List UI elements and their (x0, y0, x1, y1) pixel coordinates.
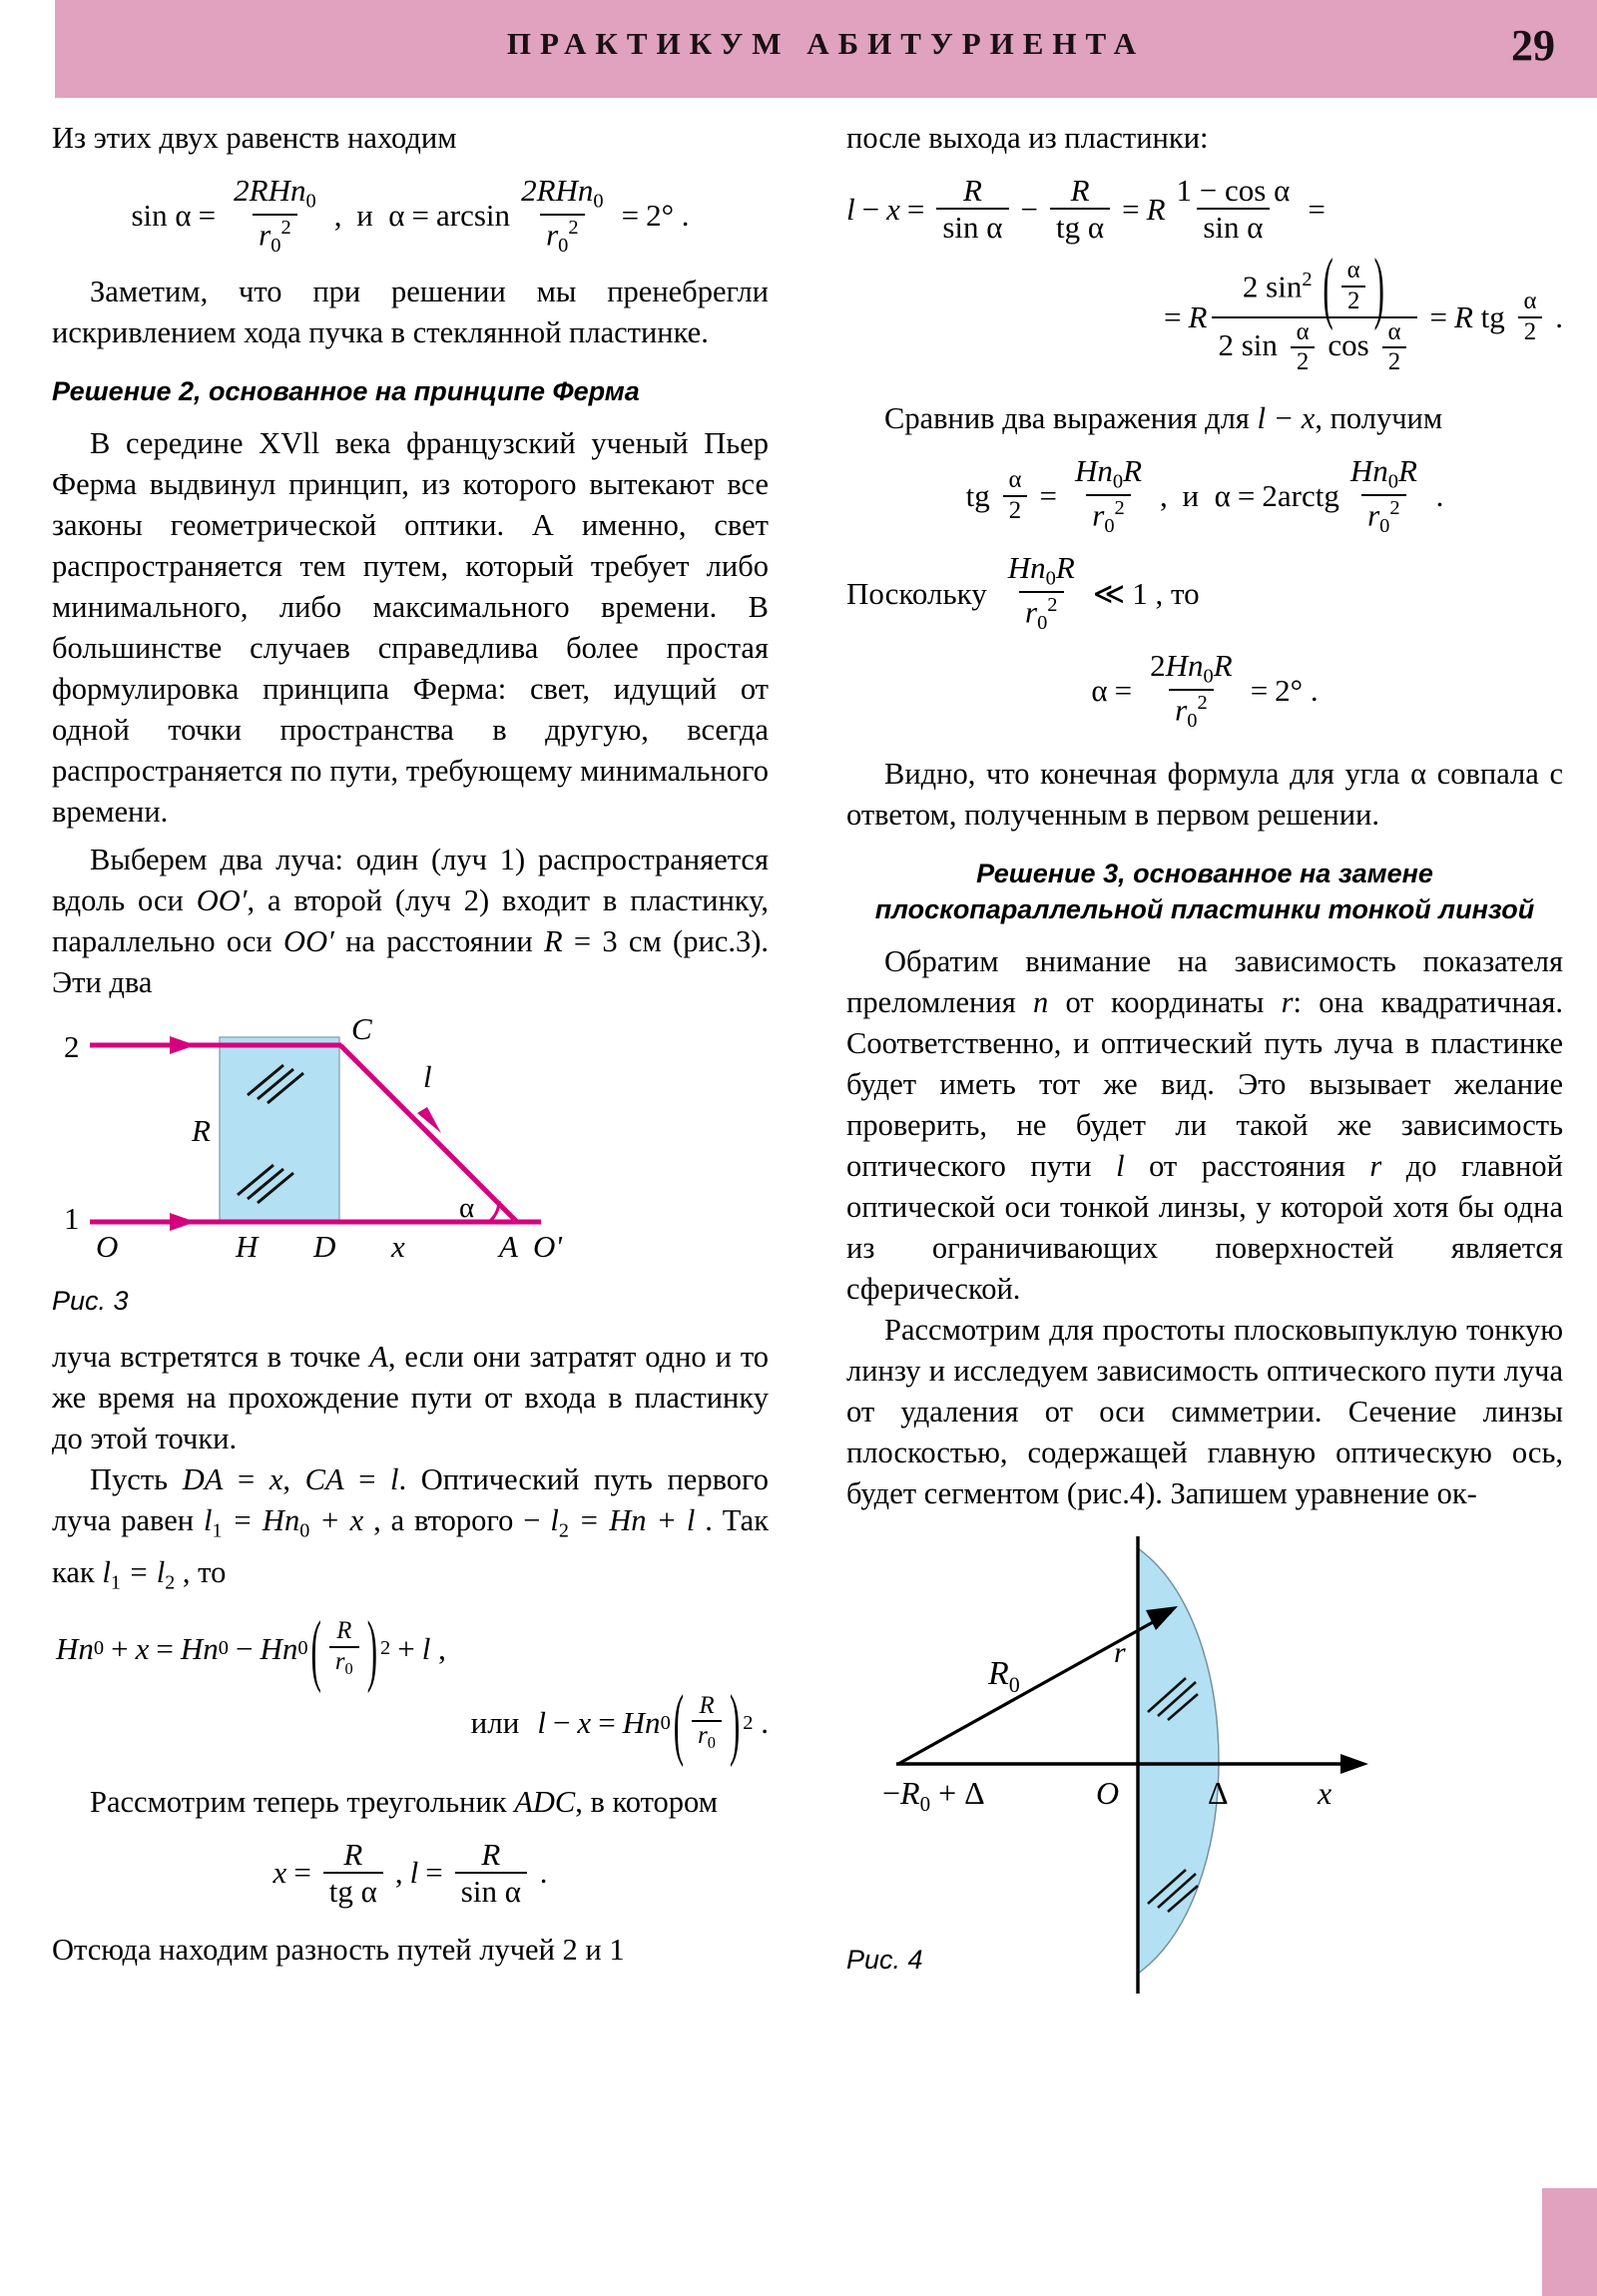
paragraph-triangle-ADC (52, 1782, 769, 1823)
x-axis-arrow (1340, 1754, 1368, 1774)
equation-l-minus-x: или l − x = Hn 0 ( $\frac{R}{r_0}$ ) 2 . (470, 1677, 769, 1769)
paragraph-intro: Из этих двух равенств находим (52, 121, 457, 155)
text-run: Обратим внимание на зависимость показателя преломления (846, 943, 1563, 1019)
left-column (52, 118, 769, 1971)
text-run: , в котором (575, 1784, 719, 1819)
heading-solution-2: Решение 2, основанное на принципе Ферма (52, 376, 640, 407)
paragraph-meet-at-A (52, 1337, 769, 1459)
text-run: , то (175, 1554, 227, 1589)
text-run: . Так как (52, 1503, 770, 1589)
label-O-prime: O' (533, 1229, 563, 1265)
symbol-ADC: ADC (514, 1784, 576, 1819)
label-R0: $R_0$ (988, 1654, 1020, 1697)
figure-4 (846, 1526, 1563, 1976)
figure-3 (52, 1011, 769, 1317)
symbol-l: l (390, 1462, 399, 1497)
label-R: R (192, 1113, 211, 1149)
figure-3-caption: Рис. 3 (52, 1286, 129, 1317)
equation-half-angle: = R 2 $\sin^2$ ( $\frac{\alpha}{2}$ ) 2 sin $\frac{\alpha}{2}$ cos $\frac{\alpha}{2}$ = R tg $\frac{\alpha}{2}$ . (1164, 241, 1563, 376)
figure-3-svg (52, 1011, 769, 1279)
label-x: x (391, 1229, 405, 1265)
angle-alpha-arc (489, 1201, 499, 1222)
text-run: : она квадратичная. Соответственно, и оптический путь луча в пластинке будет иметь тот же вид. Это вызывает желание проверить, не будет ли такой же зависимость оптического пути (846, 984, 1564, 1183)
corner-decoration (1542, 2188, 1597, 2296)
text-run: Рассмотрим теперь треугольник (90, 1784, 515, 1819)
label-A: A (499, 1229, 518, 1265)
text-run: до главной оптической оси тонкой линзы, у которой хотя бы одна из ограничивающих поверхностей является сферической. (846, 1148, 1563, 1306)
paragraph-conclusion (846, 754, 1563, 836)
text-run: от координаты (1048, 984, 1282, 1019)
text-run: , (282, 1462, 305, 1497)
text-run: , если они затратят одно и то же время на прохождение пути от входа в пластинку до этой точки. (52, 1340, 769, 1456)
symbol-l: l (1116, 1148, 1125, 1183)
symbol-x: x (268, 1462, 283, 1497)
radius-line (898, 1612, 1171, 1764)
heading-solution-3: Решение 3, основанное на замене плоскопараллельной пластинки тонкой линзой (874, 858, 1535, 924)
label-O-origin: O (1096, 1774, 1120, 1811)
formula-l1: $l_1 = Hn_0 + x$ (204, 1503, 364, 1542)
paragraph-optical-path (52, 1459, 769, 1603)
text-run: на расстоянии (333, 924, 544, 959)
symbol-r: r (1281, 984, 1294, 1019)
label-l: l (423, 1059, 432, 1095)
symbol-CA: CA (304, 1462, 344, 1497)
equation-sin-alpha: sin α = $\frac{2RHn_0}{r_0^2}$ , и α = arcsin $\frac{2RHn_0}{r_0^2}$ = 2° . (131, 173, 690, 257)
text-run: , а второго − (363, 1503, 541, 1538)
ray-2-arrow (170, 1036, 196, 1054)
text-poskolku: Поскольку (846, 575, 987, 611)
formula-l1-eq-l2: $l_1 = l_2$ (102, 1554, 176, 1594)
text-run: Выберем два луча: один (луч 1) распространяется вдоль оси (52, 843, 769, 918)
ray-1-arrow (170, 1213, 196, 1231)
paragraph-fermat: В середине XVll века французский ученый Пьер Ферма выдвинул принцип, из которого вытекают все законы геометрической оптики. А именно, свет распространяется тем путем, который требует либо минимального, либо максимального времени. В большинстве случаев справедлива более простая формулировка принципа Ферма: свет, идущий от одной точки пространства в другую, всегда распространяется по пути, требующему минимального времени. (52, 426, 769, 830)
text-run: , а второй (луч 2) входит в пластинку, параллельно оси (52, 883, 769, 959)
text-run: от расстояния (1124, 1148, 1370, 1183)
figure-4-svg (846, 1526, 1563, 2006)
text-run: = (343, 1462, 391, 1497)
paragraph-note: Заметим, что при решении мы пренебрегли искривлением хода пучка в стеклянной пластинке. (52, 275, 769, 350)
text-run: совпала с ответом, полученным в первом решении. (846, 756, 1563, 832)
equation-poskolku: Поскольку $\frac{Hn_0R}{r_0^2}$ ≪ 1 , то (846, 550, 1200, 635)
axis-label-oo1: OO′ (196, 883, 248, 918)
symbol-alpha: α (1410, 756, 1427, 791)
text-run: , получим (1315, 401, 1443, 436)
paragraph-after-plate: после выхода из пластинки: (846, 121, 1209, 155)
text-run: Видно, что конечная формула для угла (884, 756, 1411, 791)
label-ray-2: 2 (64, 1029, 80, 1065)
text-run: = 3 см (рис.3). Эти два (52, 924, 769, 1000)
page-title: ПРАКТИКУМ АБИТУРИЕНТА (506, 26, 1146, 61)
symbol-n: n (1033, 984, 1049, 1019)
symbol-A: A (369, 1340, 388, 1375)
label-or: или (470, 1705, 520, 1741)
label-delta: Δ (1208, 1774, 1229, 1811)
symbol-DA: DA (182, 1462, 224, 1497)
symbol-r2: r (1369, 1148, 1382, 1183)
label-O: O (96, 1229, 119, 1265)
equation-path-balance: Hn 0 + x = Hn 0 − Hn 0 ( $\frac{R}{r_0}$ ) 2 + l , (56, 1602, 446, 1694)
text-run: = (223, 1462, 269, 1497)
paragraph-two-rays (52, 840, 769, 1003)
expr-l-minus-x: l − x (1257, 401, 1316, 436)
label-C: C (351, 1011, 372, 1047)
label-x-axis: x (1318, 1774, 1332, 1811)
label-ray-1: 1 (64, 1201, 80, 1237)
page-number: 29 (1511, 21, 1555, 70)
axis-label-oo2: OO′ (283, 924, 334, 959)
paragraph-compare (846, 398, 1563, 439)
label-alpha: α (459, 1192, 475, 1225)
label-r: r (1114, 1635, 1126, 1669)
right-column (846, 118, 1563, 1982)
equation-lx-expansion: l − x = $\frac{R}{\text{sin α}}$ − $\frac{R}{\text{tg α}}$ = R $\frac{\text{1 − cos α}}{\text{sin α}}$ = (846, 173, 1326, 245)
equation-x-and-l: x = $\frac{R}{\text{tg α}}$ , l = $\frac{R}{\text{sin α}}$ . (272, 1836, 548, 1909)
symbol-R: R (543, 924, 563, 959)
equation-alpha-final: α = $\frac{2Hn_0R}{r_0^2}$ = 2° . (1091, 647, 1319, 732)
paragraph-path-difference: Отсюда находим разность путей лучей 2 и 1 (52, 1932, 625, 1967)
text-run: . Оптический путь первого луча равен (52, 1462, 770, 1538)
label-H: H (236, 1229, 259, 1265)
label-D: D (313, 1229, 336, 1265)
label-minus-R0-plus-delta: $-R_0 + \Delta$ (882, 1774, 985, 1816)
text-run: Сравнив два выражения для (884, 401, 1258, 436)
paragraph-refraction-index (846, 941, 1563, 1310)
formula-l2: $l_2 = Hn + l$ (550, 1503, 696, 1542)
text-run: луча встретятся в точке (52, 1340, 370, 1375)
text-run: Пусть (90, 1462, 183, 1497)
page-header-band (55, 0, 1597, 98)
paragraph-planoconvex-lens: Рассмотрим для простоты плосковыпуклую тонкую линзу и исследуем зависимость оптического пути луча от удаления от оси симметрии. Сечение линзы плоскостью, содержащей главную оптическую ось, будет сегментом (рис.4). Запишем уравнение ок- (846, 1312, 1563, 1510)
equation-tg-half-alpha: tg $\frac{\alpha}{2}$ = $\frac{Hn_0R}{r_0^2}$ , и α = 2arctg $\frac{Hn_0R}{r_0^2}$ . (965, 453, 1444, 537)
figure-4-caption: Рис. 4 (846, 1944, 923, 1975)
